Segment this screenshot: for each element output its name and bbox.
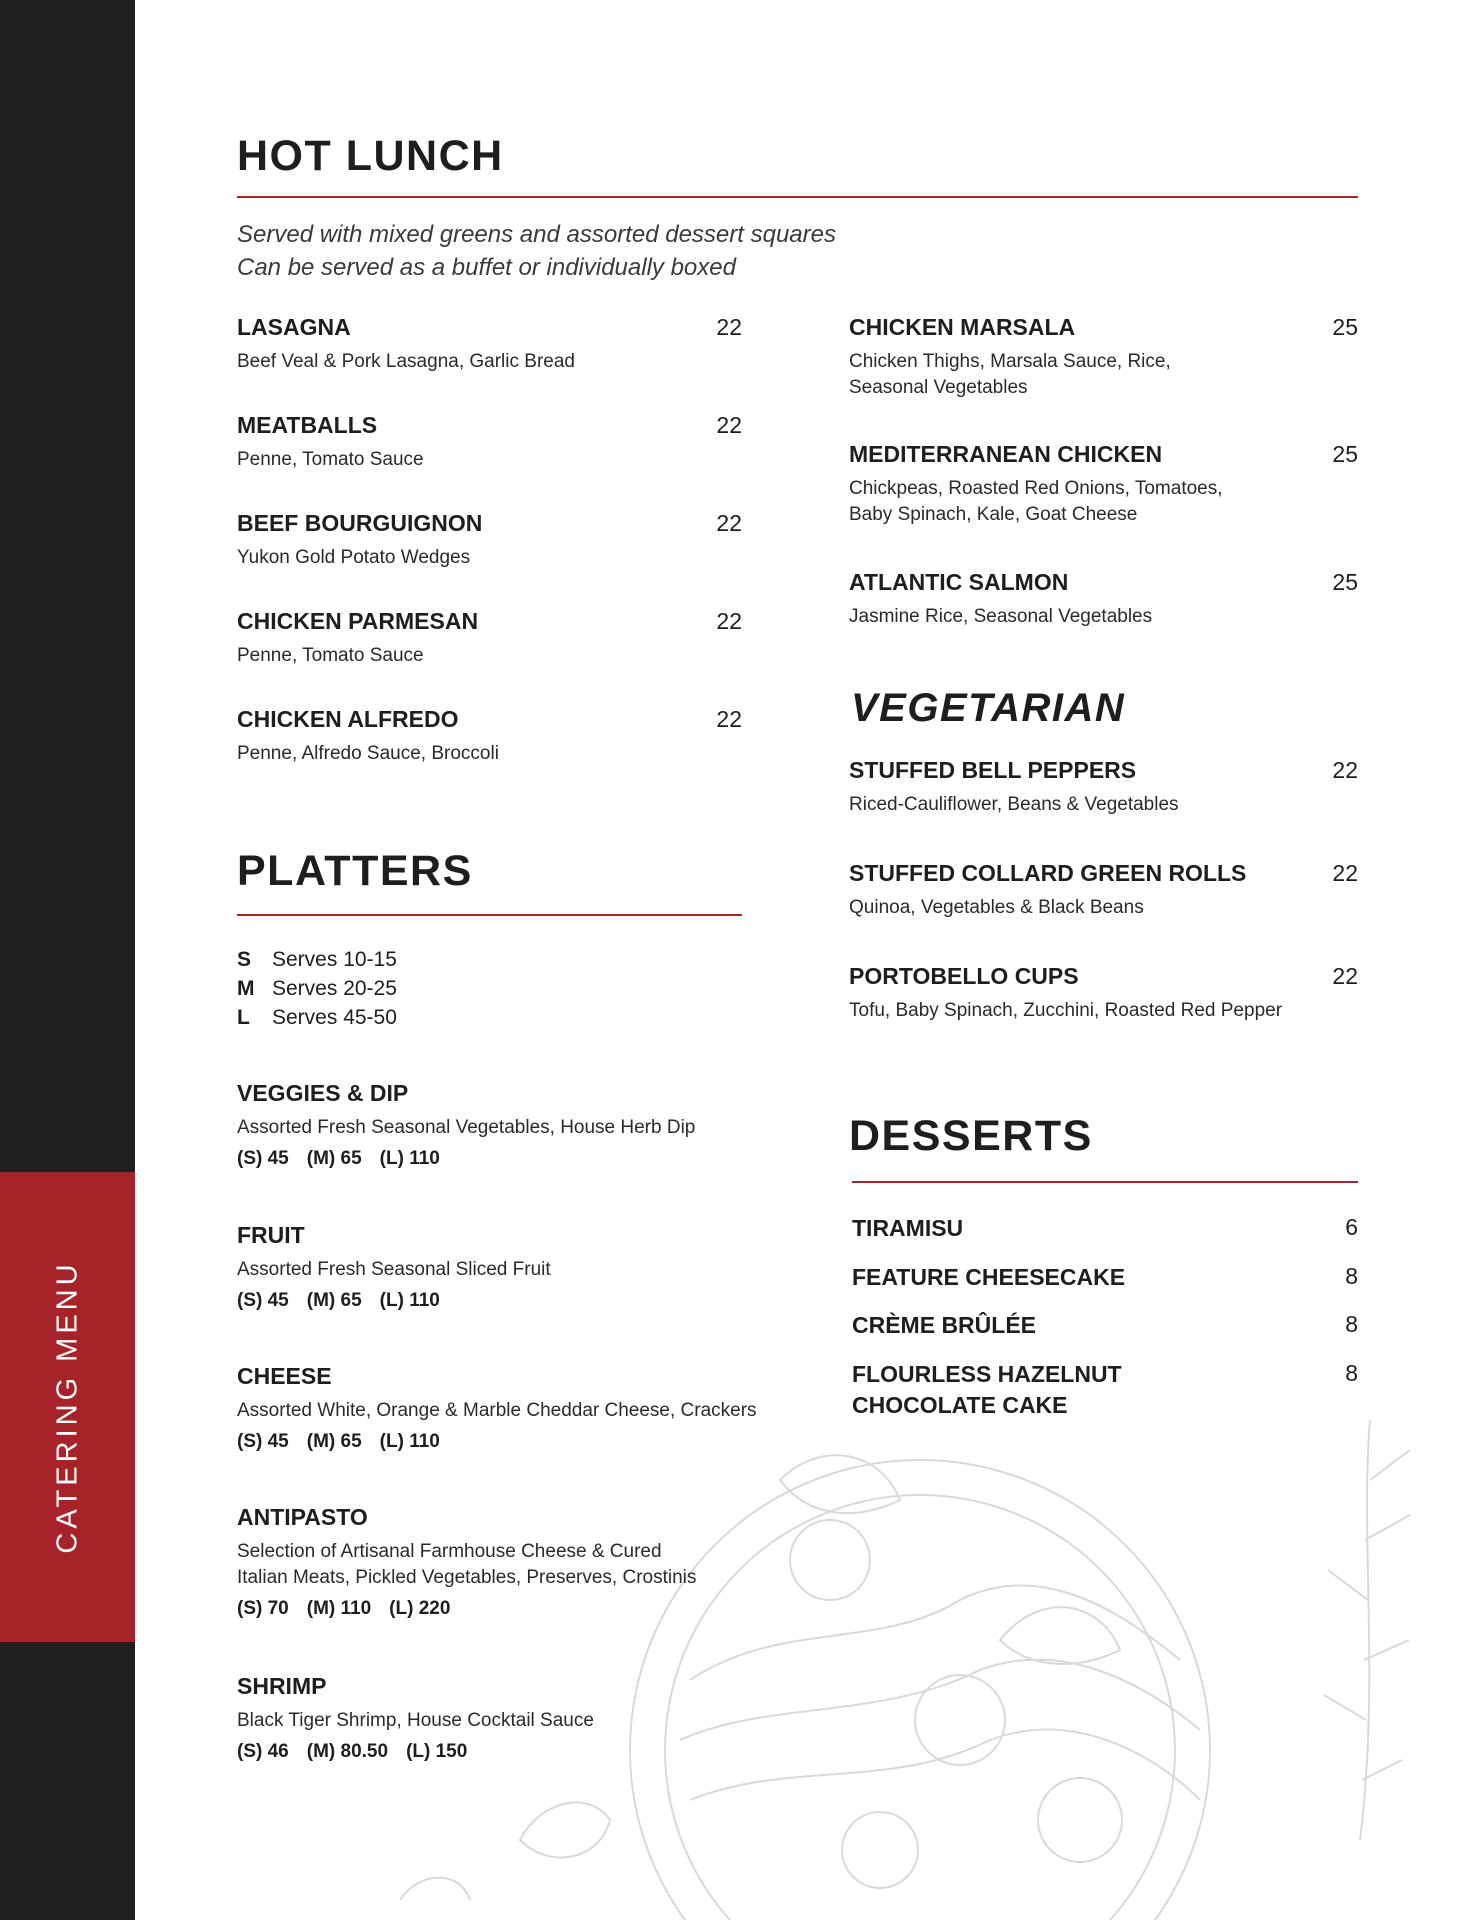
item-name: BEEF BOURGUIGNON: [237, 510, 483, 536]
item-desc: Jasmine Rice, Seasonal Vegetables: [849, 606, 1153, 627]
item-desc: [849, 476, 1358, 528]
platter-item: [237, 1079, 797, 1171]
platters-rule: [237, 914, 742, 916]
sidebar-label: CATERING MENU: [51, 1260, 84, 1554]
item-name: [852, 1359, 1152, 1421]
desserts-rule: [852, 1181, 1358, 1183]
intro-line: Served with mixed greens and assorted dessert squares: [237, 221, 836, 248]
item-sizes: [237, 1597, 797, 1621]
desc-line: Selection of Artisanal Farmhouse Cheese & Cured: [237, 1541, 662, 1562]
item-desc: Penne, Alfredo Sauce, Broccoli: [237, 743, 499, 764]
price-medium: (M) 80.50: [306, 1741, 389, 1762]
menu-item: [849, 756, 1358, 818]
price-medium: (M) 65: [306, 1431, 362, 1452]
desc-line: Chickpeas, Roasted Red Onions, Tomatoes,: [849, 478, 1223, 499]
item-name: LASAGNA: [237, 314, 351, 340]
menu-item: [237, 411, 742, 473]
size-code: S: [237, 948, 252, 971]
dessert-item: [852, 1262, 1358, 1293]
desc-line: Baby Spinach, Kale, Goat Cheese: [849, 504, 1138, 525]
price-small: (S) 45: [237, 1148, 289, 1169]
item-desc: Riced-Cauliflower, Beans & Vegetables: [849, 794, 1179, 815]
item-sizes: [237, 1289, 797, 1313]
menu-item: [237, 607, 742, 669]
item-name: CHICKEN ALFREDO: [237, 706, 459, 732]
size-code: L: [237, 1006, 250, 1029]
item-name: MEDITERRANEAN CHICKEN: [849, 441, 1163, 467]
platter-item: [237, 1503, 797, 1621]
hot-lunch-intro: [237, 218, 836, 284]
item-desc: Yukon Gold Potato Wedges: [237, 547, 471, 568]
item-desc: Assorted Fresh Seasonal Sliced Fruit: [237, 1259, 551, 1280]
hot-lunch-title: HOT LUNCH: [237, 132, 504, 180]
desc-line: Chicken Thighs, Marsala Sauce, Rice,: [849, 351, 1171, 372]
price-medium: (M) 65: [306, 1148, 362, 1169]
item-desc: Black Tiger Shrimp, House Cocktail Sauce: [237, 1710, 594, 1731]
desc-line: Seasonal Vegetables: [849, 377, 1028, 398]
item-price: 25: [1332, 569, 1358, 595]
menu-item: [237, 313, 742, 375]
item-price: 8: [1345, 1311, 1358, 1337]
item-price: 22: [716, 314, 742, 340]
item-price: 6: [1345, 1214, 1358, 1240]
size-row: [237, 974, 397, 1003]
price-large: (L) 110: [379, 1290, 440, 1311]
price-small: (S) 45: [237, 1431, 289, 1452]
item-price: 22: [1332, 963, 1358, 989]
item-name: FEATURE CHEESECAKE: [852, 1264, 1126, 1290]
dessert-item: [852, 1310, 1358, 1341]
item-price: 22: [716, 706, 742, 732]
item-name: SHRIMP: [237, 1673, 327, 1699]
size-label: Serves 10-15: [272, 948, 397, 971]
desc-line: Italian Meats, Pickled Vegetables, Preserves, Crostinis: [237, 1567, 697, 1588]
platter-item: [237, 1362, 817, 1454]
item-price: 22: [1332, 860, 1358, 886]
item-desc: Penne, Tomato Sauce: [237, 449, 424, 470]
item-name: MEATBALLS: [237, 412, 378, 438]
vegetarian-title: VEGETARIAN: [851, 686, 1126, 730]
size-row: [237, 945, 397, 974]
item-price: 25: [1332, 441, 1358, 467]
menu-item: [849, 962, 1358, 1024]
price-large: (L) 110: [379, 1431, 440, 1452]
name-line: CHOCOLATE CAKE: [852, 1392, 1068, 1418]
menu-item: [849, 859, 1358, 921]
price-large: (L) 220: [389, 1598, 451, 1619]
price-small: (S) 70: [237, 1598, 289, 1619]
item-price: 22: [716, 608, 742, 634]
item-name: CRÈME BRÛLÉE: [852, 1312, 1037, 1338]
size-label: Serves 20-25: [272, 977, 397, 1000]
menu-item: [849, 568, 1358, 630]
item-sizes: [237, 1430, 817, 1454]
item-name: CHICKEN PARMESAN: [237, 608, 479, 634]
item-desc: Assorted White, Orange & Marble Cheddar Cheese, Crackers: [237, 1400, 757, 1421]
size-row: [237, 1003, 397, 1032]
item-name: TIRAMISU: [852, 1215, 964, 1241]
item-name: STUFFED BELL PEPPERS: [849, 757, 1137, 783]
platters-title: PLATTERS: [237, 847, 473, 895]
item-price: 25: [1332, 314, 1358, 340]
item-desc: [237, 1539, 797, 1591]
item-price: 8: [1345, 1263, 1358, 1289]
item-name: CHICKEN MARSALA: [849, 314, 1076, 340]
item-desc: Penne, Tomato Sauce: [237, 645, 424, 666]
item-price: 22: [716, 510, 742, 536]
item-desc: [849, 349, 1358, 401]
item-name: PORTOBELLO CUPS: [849, 963, 1079, 989]
menu-item: [849, 440, 1358, 528]
price-large: (L) 150: [406, 1741, 468, 1762]
menu-item: [237, 509, 742, 571]
item-sizes: [237, 1740, 797, 1764]
item-price: 22: [716, 412, 742, 438]
size-code: M: [237, 977, 255, 1000]
item-name: ANTIPASTO: [237, 1504, 368, 1530]
item-name: STUFFED COLLARD GREEN ROLLS: [849, 860, 1247, 886]
size-legend: [237, 945, 397, 1032]
item-desc: Beef Veal & Pork Lasagna, Garlic Bread: [237, 351, 575, 372]
hot-lunch-rule: [237, 196, 1358, 198]
desserts-title: DESSERTS: [849, 1112, 1093, 1160]
item-desc: Quinoa, Vegetables & Black Beans: [849, 897, 1144, 918]
item-price: 22: [1332, 757, 1358, 783]
item-price: 8: [1345, 1360, 1358, 1386]
price-large: (L) 110: [379, 1148, 440, 1169]
platter-item: [237, 1221, 797, 1313]
dessert-item: [852, 1213, 1358, 1244]
size-label: Serves 45-50: [272, 1006, 397, 1029]
item-sizes: [237, 1147, 797, 1171]
item-name: CHEESE: [237, 1363, 332, 1389]
item-desc: Tofu, Baby Spinach, Zucchini, Roasted Red Pepper: [849, 1000, 1283, 1021]
item-name: VEGGIES & DIP: [237, 1080, 409, 1106]
name-line: FLOURLESS HAZELNUT: [852, 1361, 1122, 1387]
price-medium: (M) 110: [306, 1598, 372, 1619]
dessert-item: [852, 1359, 1358, 1421]
item-name: FRUIT: [237, 1222, 305, 1248]
price-small: (S) 46: [237, 1741, 289, 1762]
item-desc: Assorted Fresh Seasonal Vegetables, House Herb Dip: [237, 1117, 696, 1138]
price-medium: (M) 65: [306, 1290, 362, 1311]
menu-item: [849, 313, 1358, 401]
price-small: (S) 45: [237, 1290, 289, 1311]
item-name: ATLANTIC SALMON: [849, 569, 1069, 595]
plate-illustration: [360, 1420, 1484, 1920]
intro-line: Can be served as a buffet or individually boxed: [237, 254, 736, 281]
platter-item: [237, 1672, 797, 1764]
menu-item: [237, 705, 742, 767]
